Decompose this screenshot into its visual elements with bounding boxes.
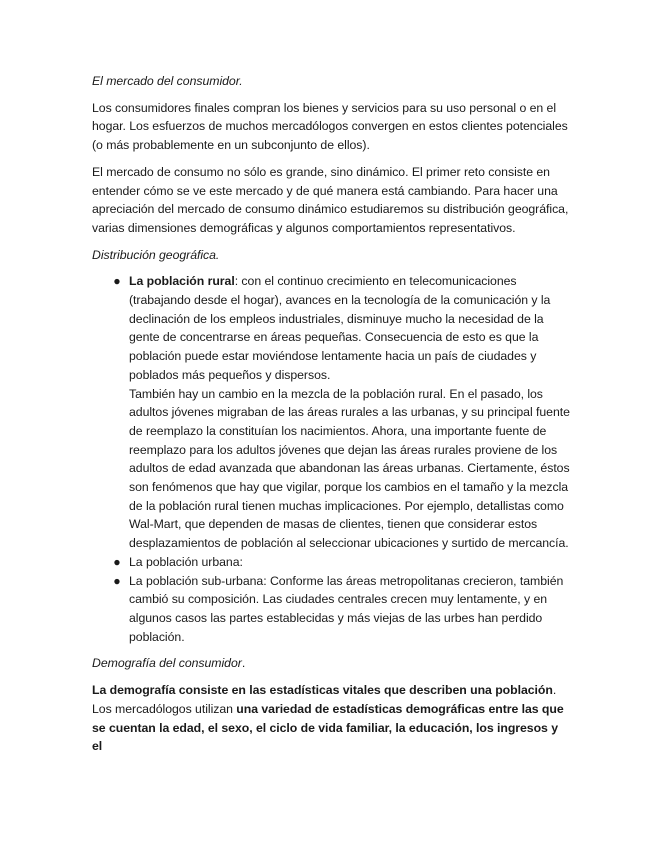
geographic-bullet-list [92, 272, 570, 646]
rural-text: : con el continuo crecimiento en telecomunicaciones (trabajando desde el hogar), avances en la tecnología de la comunicación y la declinación de los empleos industriales, disminuye mucho la necesidad de la gente de concentrarse en áreas pequeñas. Consecuencia de esto es que la población puede estar moviéndose lentamente hacia un país de ciudades y poblados más pequeños y dispersos. [129, 274, 551, 382]
bullet-icon: ● [113, 274, 121, 289]
list-item-rural [92, 272, 570, 553]
rural-first-paragraph [129, 272, 570, 384]
statistics-plain-text: Los mercadólogos utilizan [92, 701, 237, 716]
document-title: El mercado del consumidor. [92, 74, 243, 88]
section-heading-geographic: Distribución geográfica. [92, 247, 220, 262]
definition-period: . [552, 683, 557, 698]
statistics-bold-text: una variedad de estadísticas demográficas entre las que se cuentan la edad, el sexo, el ciclo de vida familiar, la educación, los ingresos y el [92, 701, 564, 754]
dynamic-market-paragraph: El mercado de consumo no sólo es grande, sino dinámico. El primer reto consiste en entender cómo se ve este mercado y de qué manera está cambiando. Para hacer una apreciación del mercado de consumo dinámico estudiaremos su distribución geográfica, varias dimensiones demográficas y algunos comportamientos representativos. [92, 164, 569, 235]
demographics-heading-period: . [241, 656, 246, 671]
demographics-definition [92, 681, 570, 756]
urban-text: La población urbana: [129, 554, 243, 569]
bullet-icon: ● [113, 573, 121, 588]
list-item-urban [92, 553, 570, 572]
demographics-heading-text: Demografía del consumidor [92, 656, 242, 671]
rural-label: La población rural [129, 274, 235, 289]
list-item-suburban [92, 572, 570, 647]
document-body [92, 72, 570, 764]
definition-bold-text: La demografía consiste en las estadísticas vitales que describen una población [92, 683, 553, 698]
suburban-text: La población sub-urbana: Conforme las áreas metropolitanas crecieron, también cambió su composición. Las ciudades centrales crecen muy lentamente, y en algunos casos las partes establecidas y más viejas de las urbes han perdido población. [129, 573, 564, 644]
intro-paragraph: Los consumidores finales compran los bienes y servicios para su uso personal o en el hogar. Los esfuerzos de muchos mercadólogos convergen en estos clientes potenciales (o más probablemente en un subconjunto de ellos). [92, 100, 568, 153]
section-heading-demographics [92, 654, 570, 673]
rural-continuation-paragraph: También hay un cambio en la mezcla de la población rural. En el pasado, los adultos jóvenes migraban de las áreas rurales a las urbanas, y su principal fuente de reemplazo la constituían los nacimientos. Ahora, una importante fuente de reemplazo para los adultos jóvenes que dejan las áreas rurales proviene de los adultos de edad avanzada que abandonan las áreas urbanas. Ciertamente, éstos son fenómenos que hay que vigilar, porque los cambios en el tamaño y la mezcla de la población rural tienen muchas implicaciones. Por ejemplo, detallistas como Wal-Mart, que dependen de masas de clientes, tienen que considerar estos desplazamientos de población al seleccionar ubicaciones y surtido de mercancía. [129, 386, 570, 551]
bullet-icon: ● [113, 554, 121, 569]
